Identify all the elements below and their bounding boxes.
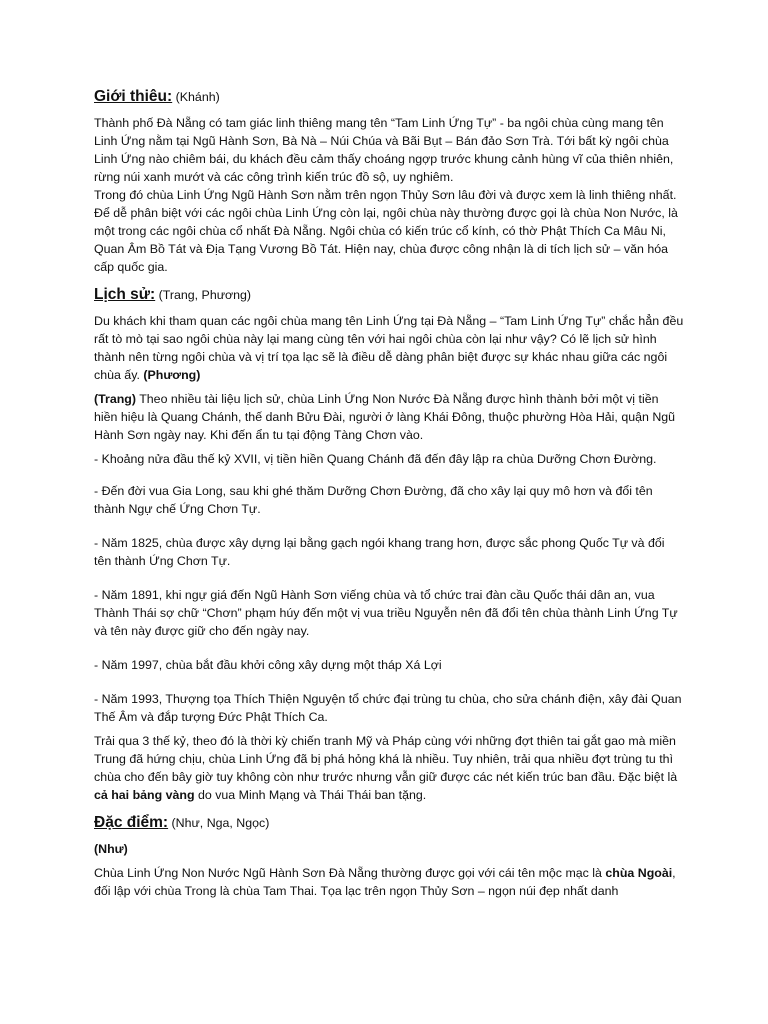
history-item: - Đến đời vua Gia Long, sau khi ghé thăm Dưỡng Chơn Đường, đã cho xây lại quy mô hơn và đổi tên thành Ngự chế Ứng Chơn Tự. (94, 484, 653, 516)
author-tag: (Phương) (143, 368, 201, 382)
author-tag-line (94, 840, 684, 858)
paragraph-text: , đối lập với chùa Trong là chùa Tam Thai. Tọa lạc trên ngọn Thủy Sơn – ngọn núi đẹp nhất danh (94, 866, 676, 898)
paragraph-text: Trải qua 3 thế kỷ, theo đó là thời kỳ chiến tranh Mỹ và Pháp cùng với những đợt thiên tai gắt gao mà miền Trung đã hứng chịu, chùa Linh Ứng đã bị phá hỏng khá là nhiều. Tuy nhiên, trải qua nhiều đợt trùng tu thì chùa cho đến bây giờ tuy không còn như trước nhưng vẫn giữ được các nét kiến trúc ban đầu. Đặc biệt là (94, 734, 678, 784)
heading-lich-su (94, 286, 684, 304)
paragraph (94, 312, 684, 384)
bold-text: chùa Ngoài (605, 866, 673, 880)
paragraph (94, 732, 684, 804)
heading-title: Giới thiêu: (94, 88, 173, 105)
heading-dac-diem (94, 814, 684, 832)
paragraph-text: do vua Minh Mạng và Thái Thái ban tặng. (194, 788, 427, 802)
heading-authors: (Khánh) (175, 90, 220, 104)
paragraph (94, 864, 684, 900)
heading-gioi-thieu (94, 88, 684, 106)
heading-authors: (Như, Nga, Ngọc) (171, 816, 270, 830)
heading-title: Đặc điểm: (94, 814, 169, 831)
heading-authors: (Trang, Phương) (158, 288, 252, 302)
paragraph: Trong đó chùa Linh Ứng Ngũ Hành Sơn nằm trên ngọn Thủy Sơn lâu đời và được xem là linh thiêng nhất. Để dễ phân biệt với các ngôi chùa Linh Ứng còn lại, ngôi chùa này thường được gọi là chùa Non Nước, là một trong các ngôi chùa cổ nhất Đà Nẵng. Ngôi chùa có kiến trúc cổ kính, có thờ Phật Thích Ca Mâu Ni, Quan Âm Bồ Tát và Địa Tạng Vương Bồ Tát. Hiện nay, chùa được công nhận là di tích lịch sử – văn hóa cấp quốc gia. (94, 188, 678, 274)
bold-text: cả hai bảng vàng (94, 788, 195, 802)
history-item: - Năm 1993, Thượng tọa Thích Thiện Nguyện tổ chức đại trùng tu chùa, cho sửa chánh điện, xây đài Quan Thế Âm và đắp tượng Đức Phật Thích Ca. (94, 692, 682, 724)
author-tag: (Trang) (94, 392, 136, 406)
history-item: - Năm 1997, chùa bắt đầu khởi công xây dựng một tháp Xá Lợi (94, 658, 442, 672)
paragraph (94, 390, 684, 444)
history-item: - Khoảng nửa đầu thế kỷ XVII, vị tiền hiền Quang Chánh đã đến đây lập ra chùa Dưỡng Chơn Đường. (94, 452, 657, 466)
paragraph-text: Chùa Linh Ứng Non Nước Ngũ Hành Sơn Đà Nẵng thường được gọi với cái tên mộc mạc là (94, 866, 606, 880)
paragraph-text: Du khách khi tham quan các ngôi chùa mang tên Linh Ứng tại Đà Nẵng – “Tam Linh Ứng Tự” chắc hẳn đều rất tò mò tại sao ngôi chùa này lại mang cùng tên với hai ngôi chùa còn lại như vậy? Có lẽ lịch sử hình thành nên từng ngôi chùa và vị trí tọa lạc sẽ là điều dễ dàng phân biệt được sự khác nhau giữa các ngôi chùa ấy. (94, 314, 684, 382)
paragraph: Thành phố Đà Nẵng có tam giác linh thiêng mang tên “Tam Linh Ứng Tự” - ba ngôi chùa cùng mang tên Linh Ứng nằm tại Ngũ Hành Sơn, Bà Nà – Núi Chúa và Bãi Bụt – Bán đảo Sơn Trà. Tới bất kỳ ngôi chùa Linh Ứng nào chiêm bái, du khách đều cảm thấy choáng ngợp trước khung cảnh hùng vĩ của thiên nhiên, rừng núi xanh mướt và các công trình kiến trúc đồ sộ, uy nghiêm. (94, 116, 674, 184)
author-tag: (Như) (94, 842, 128, 856)
paragraph-text: Theo nhiều tài liệu lịch sử, chùa Linh Ứng Non Nước Đà Nẵng được hình thành bởi một vị tiền hiền hiệu là Quang Chánh, thế danh Bửu Đài, người ở làng Khái Đông, thuộc phường Hòa Hải, quận Ngũ Hành Sơn ngày nay. Khi đến ẩn tu tại động Tàng Chơn vào. (94, 392, 676, 442)
document-page (94, 88, 684, 900)
heading-title: Lịch sử: (94, 286, 156, 303)
history-item: - Năm 1891, khi ngự giá đến Ngũ Hành Sơn viếng chùa và tổ chức trai đàn cầu Quốc thái dân an, vua Thành Thái sợ chữ “Chơn” phạm húy đến một vị vua triều Nguyễn nên đã đổi tên chùa thành Linh Ứng Tự và tên này được giữ cho đến ngày nay. (94, 588, 678, 638)
history-item: - Năm 1825, chùa được xây dựng lại bằng gạch ngói khang trang hơn, được sắc phong Quốc Tự và đổi tên thành Ứng Chơn Tự. (94, 536, 665, 568)
